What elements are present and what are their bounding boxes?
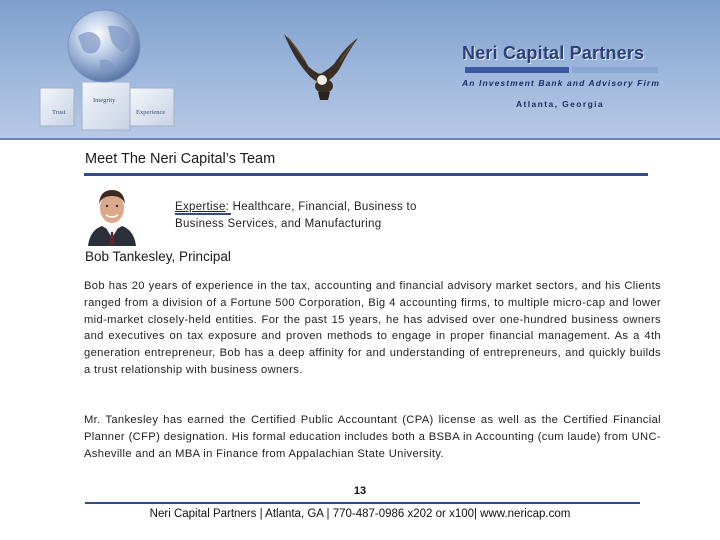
person-name-title: Bob Tankesley, Principal [85,249,231,264]
brand-location: Atlanta, Georgia [516,99,605,109]
footer-contact: Neri Capital Partners | Atlanta, GA | 770-487-0986 x202 or x100| www.nericap.com [149,508,571,520]
footer-divider [85,502,640,504]
brand-name: Neri Capital Partners [462,43,645,63]
globe-on-cubes-logo [38,6,188,132]
expertise-underline [175,213,231,215]
expertise-text [175,199,465,233]
brand-tagline: An Investment Bank and Advisory Firm [462,78,660,88]
portrait-photo [86,184,138,246]
brand-underline-dark [465,67,569,73]
bio-paragraph-1: Bob has 20 years of experience in the tax, accounting and financial advisory market sectors, and his Clients ranged from a division of a Fortune 500 Corporation, Big 4 accounting firms, to multiple micro-cap and lower mid-market closely-held entities. For the past 15 years, he has advised over one-hundred business owners and executives on tax exposure and proven methods to engage in proper financial management. As a 4th generation entrepreneur, Bob has a deep affinity for and understanding of entrepreneurs, and quickly builds a trust relationship with business owners. [84,280,661,376]
brand-underline-light [572,67,658,73]
cube-label-experience: Experience [136,109,166,116]
bio-paragraph-2: Mr. Tankesley has earned the Certified Public Accountant (CPA) license as well as the Certified Financial Planner (CFP) designation. His formal education includes both a BSBA in Accounting (cum laude) from UNC-Asheville and an MBA in Finance from Appalachian State University. [84,414,661,460]
cube-label-trust: Trust [52,109,66,116]
section-divider [84,173,648,176]
expertise-list: : Healthcare, Financial, Business to Business Services, and Manufacturing [175,201,417,230]
eagle-icon [282,30,362,102]
header-banner [0,0,720,140]
expertise-label: Expertise [175,201,226,213]
page-number: 13 [353,485,367,497]
section-title: Meet The Neri Capital’s Team [85,151,276,167]
cube-label-integrity: Integrity [93,97,116,104]
